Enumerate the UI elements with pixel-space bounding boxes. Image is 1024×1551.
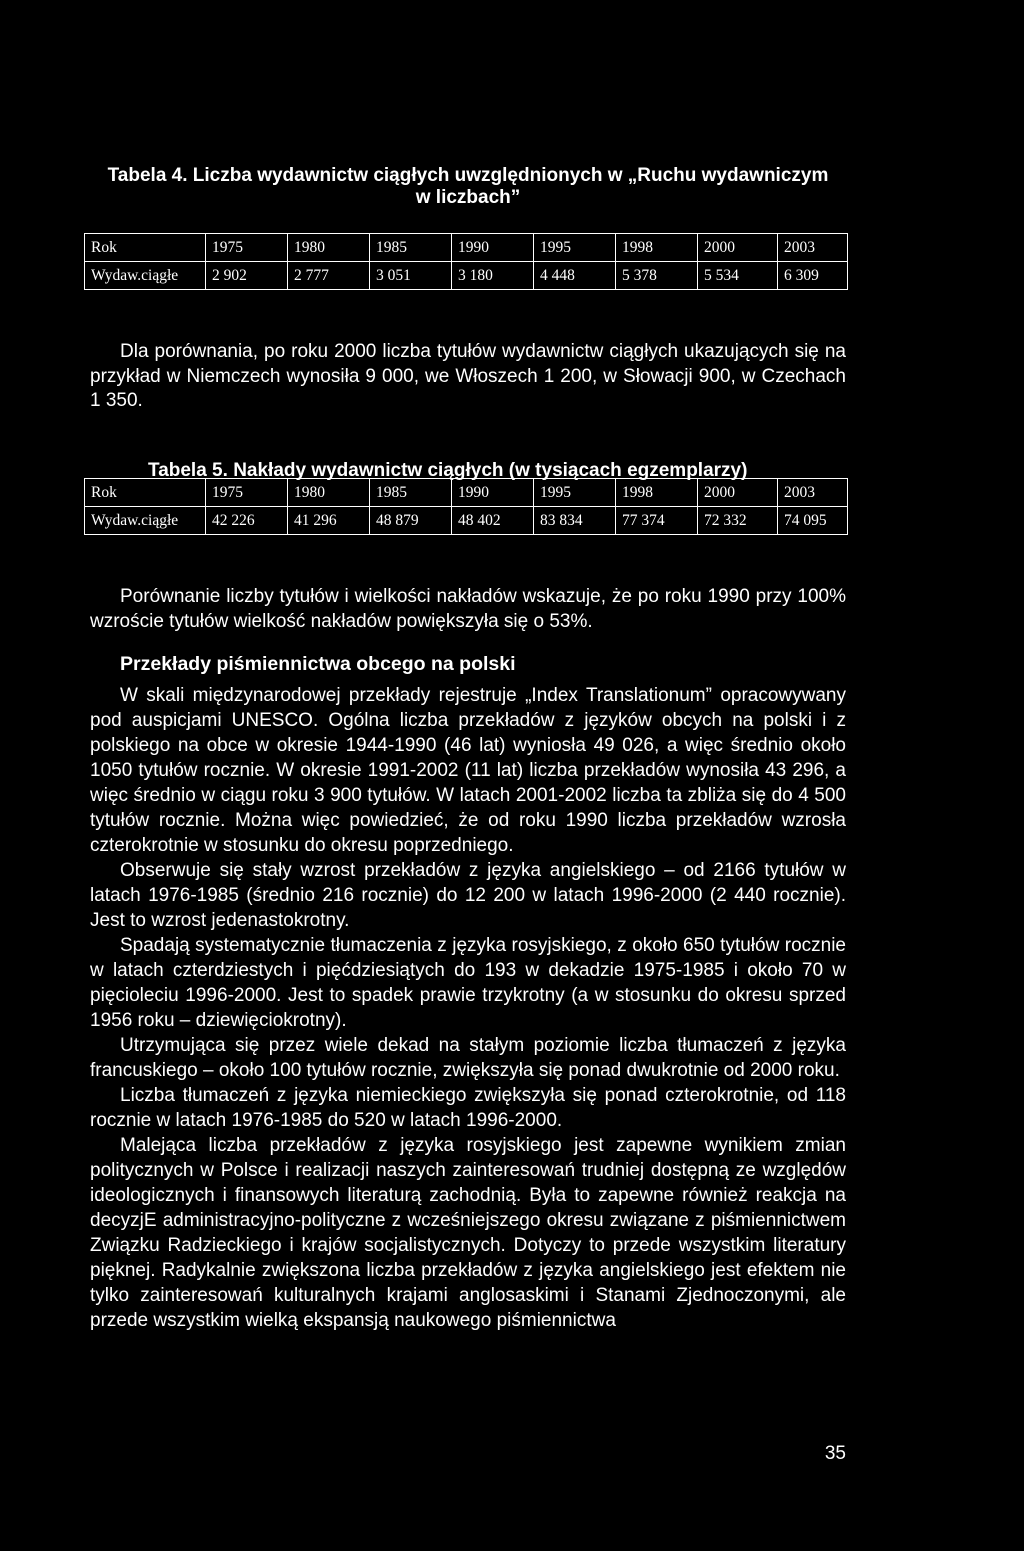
table-cell: 42 226 bbox=[206, 507, 288, 535]
table-cell: 1985 bbox=[370, 234, 452, 262]
table-cell: 48 879 bbox=[370, 507, 452, 535]
table4-title-line1: Liczba wydawnictw ciągłych uwzględnionych w „Ruchu wydawniczym bbox=[192, 165, 829, 186]
table-cell: 1980 bbox=[288, 234, 370, 262]
paragraph: W skali międzynarodowej przekłady rejestruje „Index Translationum” opracowywany pod auspicjami UNESCO. Ogólna liczba przekładów z języków obcych na polski i z polskiego na obce w okresie 1944-1990 (46 lat) wyniosła 49 026, a więc średnio około 1050 tytułów rocznie. W okresie 1991-2002 (11 lat) liczba przekładów wynosiła 43 296, a więc średnio w ciągu roku 3 900 tytułów. W latach 2001-2002 liczba ta zbliża się do 4 500 tytułów rocznie. Można więc powiedzieć, że od roku 1990 liczba przekładów wzrosła czterokrotnie w stosunku do okresu poprzedniego. bbox=[90, 685, 846, 856]
table5-title: Nakłady wydawnictw ciągłych (w tysiącach egzemplarzy) bbox=[233, 460, 748, 481]
table-cell: 2000 bbox=[698, 479, 778, 507]
table-cell: 5 378 bbox=[616, 262, 698, 290]
table-cell: Rok bbox=[85, 234, 206, 262]
table-cell: Wydaw.ciągłe bbox=[85, 507, 206, 535]
table-cell: 3 180 bbox=[452, 262, 534, 290]
table-cell: 2003 bbox=[778, 234, 848, 262]
table-cell: 74 095 bbox=[778, 507, 848, 535]
table-cell: 2 777 bbox=[288, 262, 370, 290]
table-cell: 5 534 bbox=[698, 262, 778, 290]
paragraph: Malejąca liczba przekładów z języka rosyjskiego jest zapewne wynikiem zmian politycznych w Polsce i realizacji naszych zainteresowań trudniej dostępną ze względów ideologicznych i finansowych literaturą zachodnią. Była to zapewne również reakcja na decyzjE administracyjno-polityczne z wcześniejszego okresu związane z piśmiennictwem Związku Radzieckiego i krajów socjalistycznych. Dotyczy to przede wszystkim literatury pięknej. Radykalnie zwiększona liczba przekładów z języka angielskiego jest efektem nie tylko zainteresowań kulturalnych krajami anglosaskimi i Stanami Zjednoczonymi, ale przede wszystkim wielką ekspansją naukowego piśmiennictwa bbox=[90, 1135, 846, 1331]
table-cell: 41 296 bbox=[288, 507, 370, 535]
paragraph: Spadają systematycznie tłumaczenia z języka rosyjskiego, z około 650 tytułów rocznie w latach czterdziestych i pięćdziesiątych do 193 w dekadzie 1975-1985 i około 70 w pięcioleciu 1996-2000. Jest to spadek prawie trzykrotny (a w stosunku do okresu sprzed 1956 roku – dziewięciokrotny). bbox=[90, 935, 846, 1031]
table4-header-row bbox=[85, 234, 848, 262]
table-cell: 2003 bbox=[778, 479, 848, 507]
table4-caption bbox=[90, 165, 846, 209]
table-cell: 6 309 bbox=[778, 262, 848, 290]
section-body bbox=[90, 683, 846, 1333]
table-cell: 1998 bbox=[616, 234, 698, 262]
paragraph-summary: Porównanie liczby tytułów i wielkości nakładów wskazuje, że po roku 1990 przy 100% wzroście tytułów wielkość nakładów powiększyła się o 53%. bbox=[90, 586, 846, 632]
table-cell: 1990 bbox=[452, 479, 534, 507]
table-cell: Wydaw.ciągłe bbox=[85, 262, 206, 290]
paragraph: Obserwuje się stały wzrost przekładów z języka angielskiego – od 2166 tytułów w latach 1976-1985 (średnio 216 rocznie) do 12 200 w latach 1996-2000 (2 440 rocznie). Jest to wzrost jedenastokrotny. bbox=[90, 860, 846, 931]
table-cell: 2 902 bbox=[206, 262, 288, 290]
table4-label: Tabela 4. bbox=[107, 165, 188, 186]
table5-data-row bbox=[85, 507, 848, 535]
table-cell: 1995 bbox=[534, 479, 616, 507]
table-cell: 4 448 bbox=[534, 262, 616, 290]
table4 bbox=[84, 233, 848, 290]
table5 bbox=[84, 478, 848, 535]
table-cell: 72 332 bbox=[698, 507, 778, 535]
table-cell: Rok bbox=[85, 479, 206, 507]
table-cell: 1980 bbox=[288, 479, 370, 507]
table-cell: 1990 bbox=[452, 234, 534, 262]
table-cell: 1975 bbox=[206, 479, 288, 507]
paragraph-comparison: Dla porównania, po roku 2000 liczba tytułów wydawnictw ciągłych ukazujących się na przykład w Niemczech wynosiła 9 000, we Włoszech 1 200, w Słowacji 900, w Czechach 1 350. bbox=[90, 341, 846, 411]
table-cell: 48 402 bbox=[452, 507, 534, 535]
table-cell: 83 834 bbox=[534, 507, 616, 535]
table5-label: Tabela 5. bbox=[148, 460, 228, 481]
table-cell: 77 374 bbox=[616, 507, 698, 535]
section-heading: Przekłady piśmiennictwa obcego na polski bbox=[120, 653, 516, 675]
table-cell: 1985 bbox=[370, 479, 452, 507]
paragraph: Utrzymująca się przez wiele dekad na stałym poziomie liczba tłumaczeń z języka francuskiego – około 100 tytułów rocznie, zwiększyła się ponad dwukrotnie od 2000 roku. bbox=[90, 1035, 846, 1081]
page-number: 35 bbox=[824, 1443, 846, 1464]
table-cell: 1998 bbox=[616, 479, 698, 507]
table-cell: 1975 bbox=[206, 234, 288, 262]
table-cell: 3 051 bbox=[370, 262, 452, 290]
table-cell: 2000 bbox=[698, 234, 778, 262]
paragraph: Liczba tłumaczeń z języka niemieckiego zwiększyła się ponad czterokrotnie, od 118 rocznie w latach 1976-1985 do 520 w latach 1996-2000. bbox=[90, 1085, 846, 1131]
table-cell: 1995 bbox=[534, 234, 616, 262]
table4-data-row bbox=[85, 262, 848, 290]
table4-title-line2: w liczbach” bbox=[415, 187, 521, 208]
table5-header-row bbox=[85, 479, 848, 507]
